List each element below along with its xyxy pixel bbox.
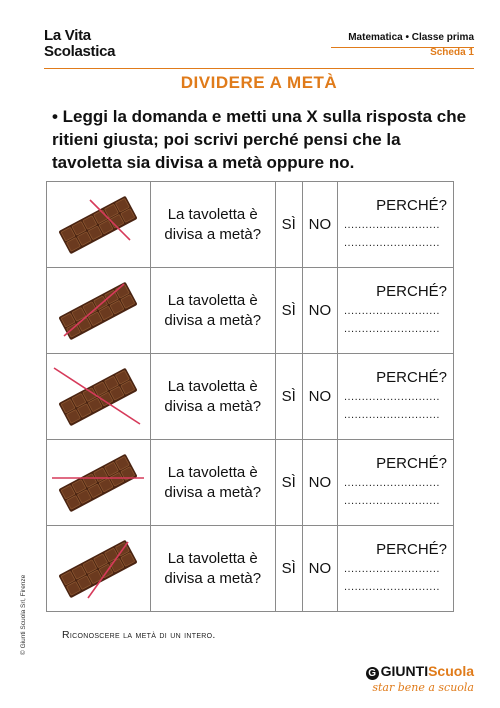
question-cell (150, 440, 275, 526)
publisher-tagline: star bene a scuola (372, 681, 474, 694)
answer-line-2[interactable]: ........................... (343, 409, 440, 421)
question-line-2: divisa a metà? (164, 311, 262, 329)
answer-line-2[interactable]: ........................... (343, 237, 440, 249)
logo-line-1: La Vita (44, 27, 91, 44)
magazine-logo (44, 28, 115, 60)
why-answer-cell[interactable] (337, 182, 453, 268)
table-row (47, 526, 454, 612)
question-cell (150, 182, 275, 268)
why-label: PERCHÉ? (376, 197, 447, 214)
publisher-name (366, 663, 474, 680)
answer-line-1[interactable]: ........................... (343, 563, 440, 575)
question-line-2: divisa a metà? (164, 397, 262, 415)
why-label: PERCHÉ? (376, 541, 447, 558)
yes-answer-box[interactable]: SÌ (275, 526, 302, 612)
no-answer-box[interactable]: NO (302, 440, 337, 526)
chocolate-cell (47, 440, 151, 526)
answer-line-2[interactable]: ........................... (343, 495, 440, 507)
yes-answer-box[interactable]: SÌ (275, 182, 302, 268)
no-answer-box[interactable]: NO (302, 526, 337, 612)
why-label: PERCHÉ? (376, 283, 447, 300)
sheet-meta (348, 30, 474, 60)
question-line-2: divisa a metà? (164, 225, 262, 243)
chocolate-cell (47, 354, 151, 440)
no-answer-box[interactable]: NO (302, 354, 337, 440)
publisher-name-part-1: GIUNTI (380, 663, 429, 679)
copyright-notice: © Giunti Scuola Srl, Firenze (20, 574, 27, 655)
answer-line-1[interactable]: ........................... (343, 477, 440, 489)
question-line-2: divisa a metà? (164, 569, 262, 587)
chocolate-bar-icon (48, 278, 148, 344)
question-cell (150, 526, 275, 612)
instructions-text: • Leggi la domanda e metti una X sulla risposta che ritieni giusta; poi scrivi perché pensi che la tavoletta sia divisa a metà oppure no. (52, 107, 467, 172)
why-answer-cell[interactable] (337, 526, 453, 612)
no-answer-box[interactable]: NO (302, 182, 337, 268)
publisher-g-icon: G (366, 667, 379, 680)
header-divider (331, 47, 474, 48)
answer-line-1[interactable]: ........................... (343, 391, 440, 403)
question-cell (150, 354, 275, 440)
question-line-1: La tavoletta è (167, 463, 258, 481)
table-row (47, 182, 454, 268)
publisher-brand (366, 663, 474, 694)
answer-line-2[interactable]: ........................... (343, 581, 440, 593)
learning-objective: Riconoscere la metà di un intero. (62, 629, 216, 641)
yes-answer-box[interactable]: SÌ (275, 440, 302, 526)
question-line-1: La tavoletta è (167, 291, 258, 309)
chocolate-cell (47, 268, 151, 354)
answer-line-1[interactable]: ........................... (343, 219, 440, 231)
chocolate-cell (47, 526, 151, 612)
table-row (47, 440, 454, 526)
question-cell (150, 268, 275, 354)
table-row (47, 268, 454, 354)
question-line-2: divisa a metà? (164, 483, 262, 501)
chocolate-bar-icon (48, 192, 148, 258)
yes-answer-box[interactable]: SÌ (275, 268, 302, 354)
chocolate-bar-icon (48, 450, 148, 516)
answer-line-2[interactable]: ........................... (343, 323, 440, 335)
exercise-table (46, 181, 454, 612)
chocolate-bar-icon (48, 364, 148, 430)
why-answer-cell[interactable] (337, 354, 453, 440)
why-label: PERCHÉ? (376, 369, 447, 386)
question-line-1: La tavoletta è (167, 205, 258, 223)
chocolate-cell (47, 182, 151, 268)
question-line-1: La tavoletta è (167, 549, 258, 567)
title-divider (44, 68, 474, 69)
yes-answer-box[interactable]: SÌ (275, 354, 302, 440)
why-answer-cell[interactable] (337, 440, 453, 526)
sheet-number: Scheda 1 (430, 47, 474, 58)
answer-line-1[interactable]: ........................... (343, 305, 440, 317)
publisher-name-part-2: Scuola (428, 663, 474, 679)
no-answer-box[interactable]: NO (302, 268, 337, 354)
why-answer-cell[interactable] (337, 268, 453, 354)
chocolate-bar-icon (48, 536, 148, 602)
table-row (47, 354, 454, 440)
logo-line-2: Scolastica (44, 43, 116, 60)
page-title: DIVIDERE A METÀ (180, 73, 338, 92)
subject-label: Matematica • Classe prima (348, 32, 474, 43)
why-label: PERCHÉ? (376, 455, 447, 472)
question-line-1: La tavoletta è (167, 377, 258, 395)
